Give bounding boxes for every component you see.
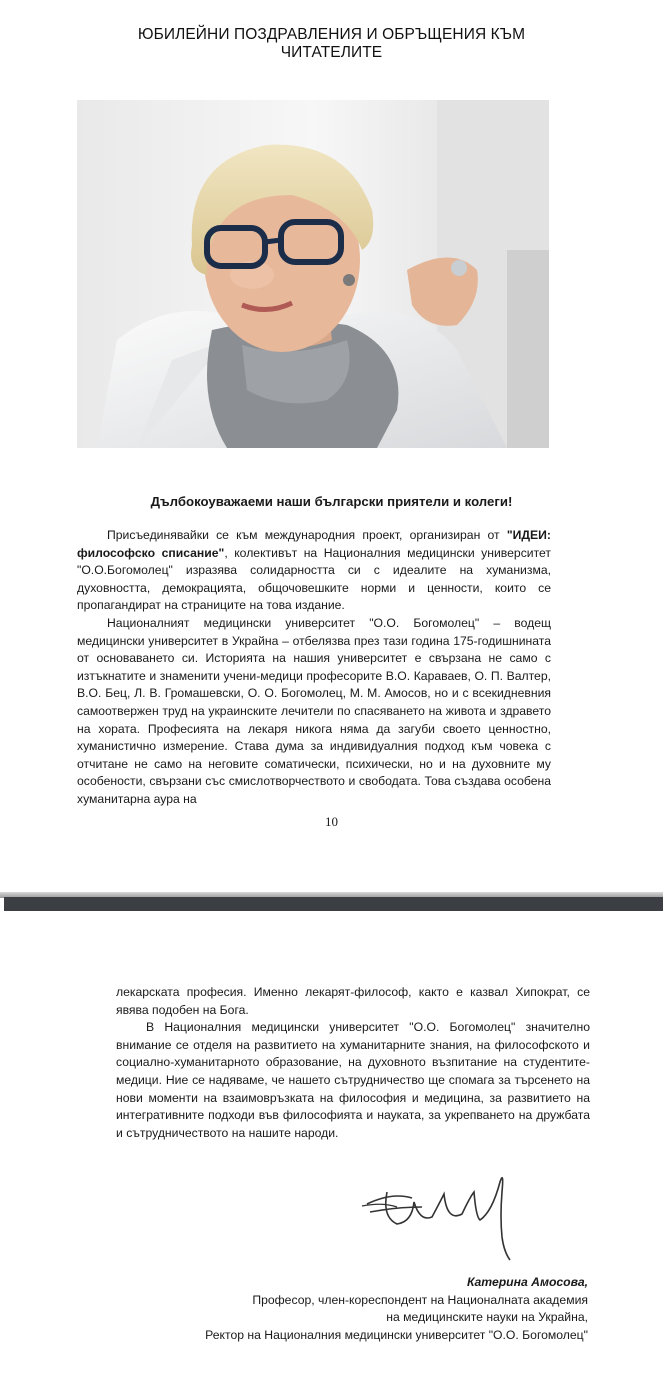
- signer-name: Катерина Амосова,: [467, 1275, 588, 1289]
- heading-line-1: ЮБИЛЕЙНИ ПОЗДРАВЛЕНИЯ И ОБРЪЩЕНИЯ КЪМ: [137, 26, 526, 43]
- handwritten-signature: [352, 1162, 522, 1262]
- page-separator: [4, 897, 663, 911]
- journal-name: "ИДЕИ: философско списание": [77, 528, 551, 560]
- paragraph-1-end: , колективът на Националния медицински университет "О.О.Богомолец" изразява солидарността си с идеалите на хуманизма, духовността, демокрацията, общочовешките норми и ценности, които се пропагандират на страниците на това издание.: [77, 545, 552, 613]
- paragraph-2: [77, 615, 551, 809]
- page-11-text: [116, 984, 590, 1142]
- paragraph-4: В Националния медицински университет "О.О. Богомолец" значително внимание се отделя на развитието на хуманитарните знания, на философското и социално-хуманитарното образование, на духовното възпитание на студентите-медици. Ние се надяваме, че нашето сътрудничество ще спомага за търсенето на нови моменти на взаимовръзката на философия и медицина, за развитието на интегративните подходи във философията и науката, за укрепването на дружбата и сътрудничеството на нашите народи.: [116, 1020, 590, 1140]
- heading-line-2: ЧИТАТЕЛИТЕ: [280, 44, 383, 61]
- signature-block: [148, 1274, 588, 1344]
- portrait-photo: [77, 100, 549, 448]
- paragraph-1-start: Присъединявайки се към международния проект, организиран от: [107, 528, 507, 542]
- salutation: Дълбокоуважаеми наши български приятели и колеги!: [150, 494, 513, 509]
- paragraph-1: [77, 527, 551, 615]
- paragraph-3-continued: лекарската професия. Именно лекарят-философ, както е казвал Хипократ, се явява подобен на Бога.: [116, 985, 590, 1017]
- paragraph-2-text: Националният медицински университет "О.О. Богомолец" – водещ медицински университет в Украйна – отбелязва през тази година 175-годишнината от основаването си. Историята на нашия университет е свързана не само с изтъкнатите и знаменити учени-медици професорите В.О. Караваев, О. П. Валтер, В.О. Бец, Л. В. Громашевски, О. О. Богомолец, М. М. Амосов, но и с всекидневния самоотвержен труд на украинските лечители по спасяването на живота и здравето на хората. Професията на лекаря никога няма да загуби своето ценностно, хуманистично измерение. Става дума за индивидуалния подход към човека с отчитане не само на неговите соматически, психически, но и на духовните му особености, свързани със смислотворчеството и свободата. Това създава особена хуманитарна аура на: [77, 616, 551, 806]
- page-number: 10: [325, 814, 338, 829]
- page-heading: [60, 26, 603, 62]
- signer-title-1: Професор, член-кореспондент на Националната академия: [252, 1292, 588, 1307]
- signer-title-2: на медицинските науки на Украйна,: [386, 1310, 588, 1325]
- signer-title-3: Ректор на Националния медицински университет "О.О. Богомолец": [205, 1327, 588, 1342]
